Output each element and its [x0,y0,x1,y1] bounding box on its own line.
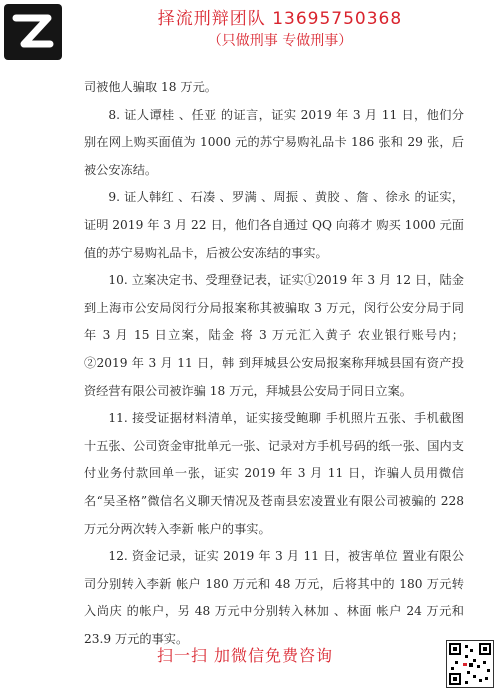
paragraph-item-12: 12. 资金记录，证实 2019 年 3 月 11 日，被害单位 置业有限公司分别转入李新 帐户 180 万元和 48 万元，后将其中的 180 万元转入尚庆 的帐户，另 48 万元中分别转入林加 、林面 帐户 24 万元和 23.9 万元的事实。 [84,549,464,646]
footer-cta: 扫一扫 加微信免费咨询 [156,646,334,665]
paragraph-item-9: 9. 证人韩红 、石凑 、罗满 、周振 、黄胶 、詹 、徐永 的证实，证明 2019 年 3 月 22 日，他们各自通过 QQ 向蒋才 购买 1000 元面值的苏宁易购礼品卡，后被公安冻结的事实。 [84,190,464,260]
header-subtitle: （只做刑事 专做刑事） [207,33,353,49]
paragraph-item-11: 11. 接受证据材料清单，证实接受鲍聊 手机照片五张、手机截图十五张、公司资金审批单元一张、记录对方手机号码的纸一张、国内支付业务付款回单一张，证实 2019 年 3 月 11 日，诈骗人员用微信名“吴圣格”微信名义聊天情况及苍南县宏凌置业有限公司被骗的 228 万元分两次转入李新 帐户的事实。 [84,411,464,536]
paragraph-continuation: 司被他人骗取 18 万元。 [84,80,217,94]
logo-icon [4,4,62,60]
paragraph-item-8: 8. 证人谭桂 、任亚 的证言，证实 2019 年 3 月 11 日，他们分别在网上购买面值为 1000 元的苏宁易购礼品卡 186 张和 29 张，后被公安冻结。 [84,107,464,177]
header-title: 择流刑辩团队 13695750368 [157,9,403,29]
paragraph-item-10: 10. 立案决定书、受理登记表，证实①2019 年 3 月 12 日，陆金 到上海市公安局闵行分局报案称其被骗取 3 万元，闵行公安分局于同年 3 月 15 日立案，陆金 将 3 万元汇入黄子 农业银行账号内；②2019 年 3 月 11 日，韩 到拜城县公安局报案称拜城县国有资产投资经营有限公司被诈骗 18 万元，拜城县公安局于同日立案。 [84,273,464,398]
qr-code-icon[interactable] [446,640,494,688]
document-body [84,74,464,653]
header-banner [130,8,430,50]
